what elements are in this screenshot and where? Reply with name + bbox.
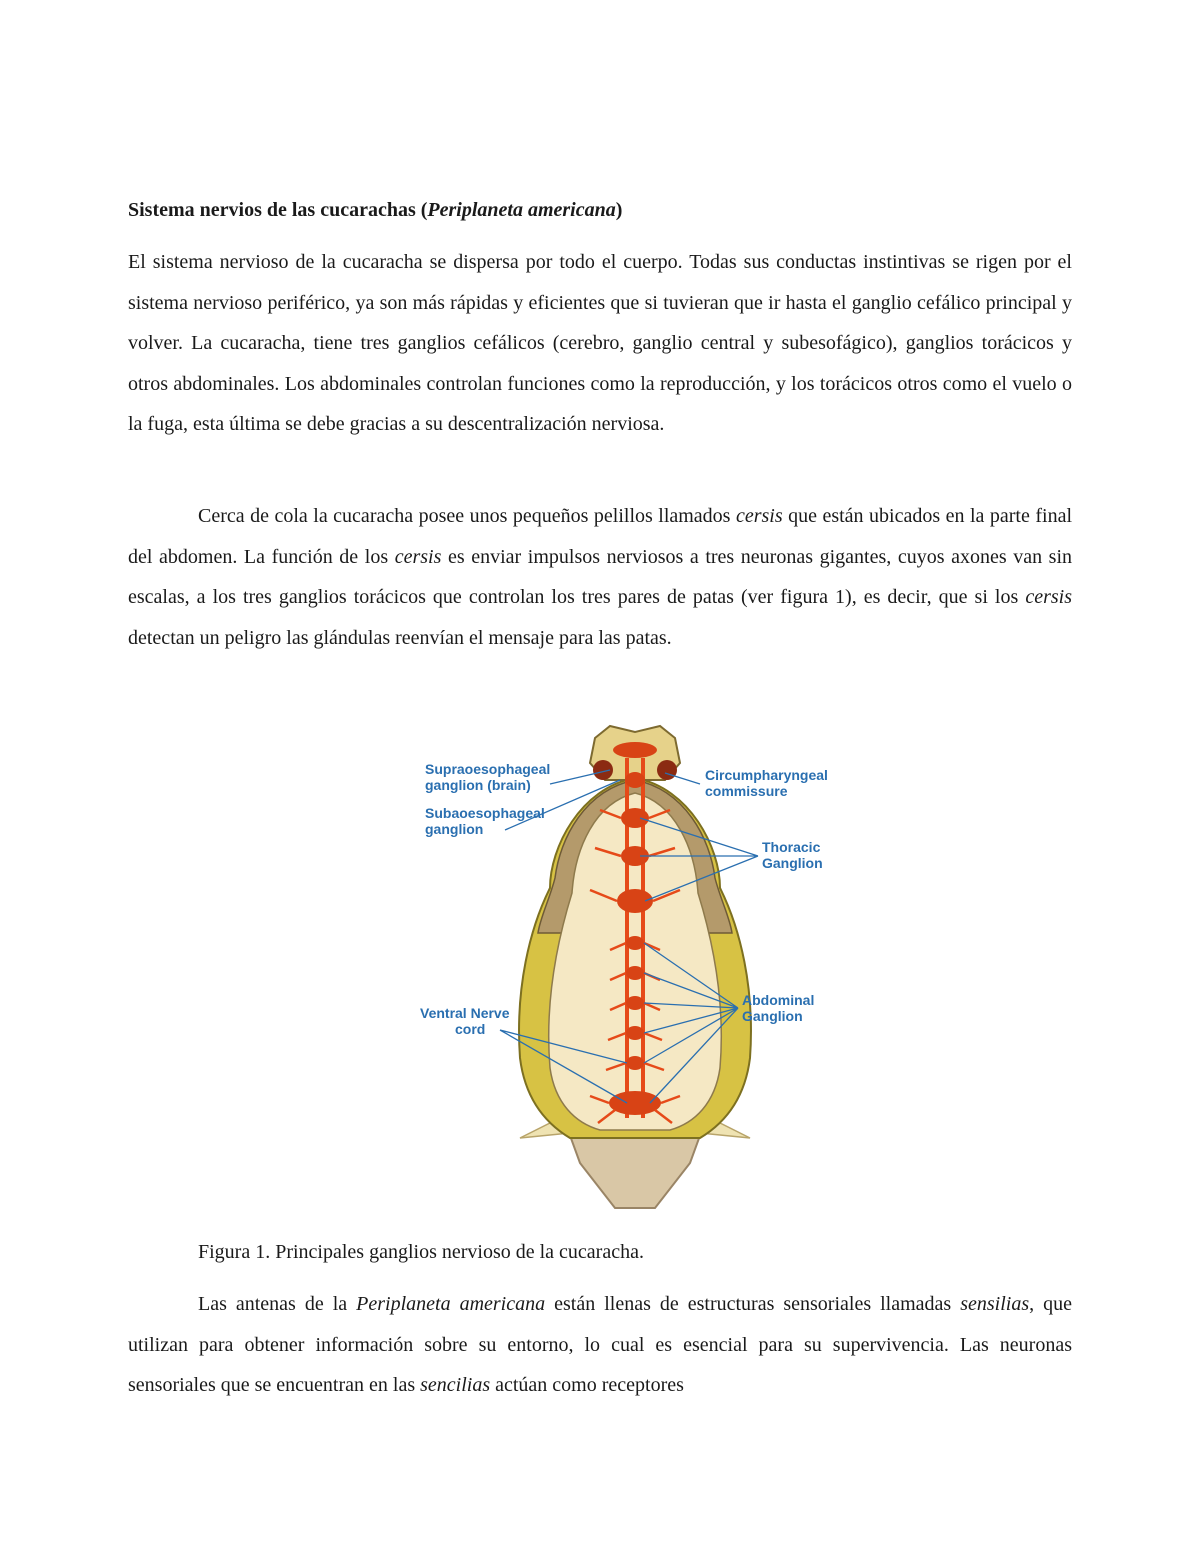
brain-ganglion	[613, 742, 657, 758]
label-supraesophageal: Supraoesophageal ganglion (brain)	[425, 761, 551, 793]
title-text: Sistema nervios de las cucarachas (	[128, 199, 428, 221]
label-ventral-nerve-cord: Ventral Nerve cord	[420, 1005, 510, 1037]
term-sensilias: sensilias	[960, 1293, 1030, 1315]
paragraph-1: El sistema nervioso de la cucaracha se dispersa por todo el cuerpo. Todas sus conductas instintivas se rigen por el sistema nervioso periférico, ya son más rápidas y eficientes que si tuvieran que ir hasta el ganglio cefálico principal y volver. La cucaracha, tiene tres ganglios cefálicos (cerebro, ganglio central y subesofágico), ganglios torácicos y otros abdominales. Los abdominales controlan funciones como la reproducción, y los torácicos otros como el vuelo o la fuga, esta última se debe gracias a su descentralización nerviosa.	[128, 251, 1072, 436]
label-circumpharyngeal: Circumpharyngeal commissure	[705, 767, 828, 799]
label-thoracic: Thoracic Ganglion	[762, 839, 823, 871]
term-sencilias: sencilias	[420, 1374, 491, 1397]
term-cersis: cersis	[394, 545, 442, 568]
abdominal-ganglion-4	[626, 1026, 644, 1040]
term-cersis: cersis	[735, 505, 783, 527]
term-species: Periplaneta americana	[356, 1293, 546, 1315]
figure-caption: Figura 1. Principales ganglios nervioso de la cucaracha.	[198, 1241, 644, 1263]
cockroach-nervous-system-figure	[410, 718, 860, 1210]
section-title	[128, 196, 622, 224]
thoracic-ganglion-3	[617, 889, 653, 913]
abdominal-ganglion-3	[626, 996, 644, 1010]
paragraph-3: Las antenas de la Periplaneta americana están llenas de estructuras sensoriales llamadas sensilias, que utilizan para obtener información sobre su entorno, lo cual es esencial para su supervivencia. Las neuronas sensoriales que se encuentran en las sencilias actúan como receptores	[128, 1293, 1072, 1397]
abdominal-ganglion-1	[626, 936, 644, 950]
term-cersis: cersis	[1025, 586, 1072, 609]
abdominal-ganglion-5	[626, 1056, 644, 1070]
paragraph-2: Cerca de cola la cucaracha posee unos pequeños pelillos llamados cersis que están ubicados en la parte final del abdomen. La función de los cersis es enviar impulsos nerviosos a tres neuronas gigantes, cuyos axones van sin escalas, a los tres ganglios torácicos que controlan los tres pares de patas (ver figura 1), es decir, que si los cersis detectan un peligro las glándulas reenvían el mensaje para las patas.	[128, 505, 1073, 649]
title-close: )	[615, 199, 623, 221]
label-subesophageal: Subaoesophageal ganglion	[425, 805, 545, 837]
label-abdominal: Abdominal Ganglion	[742, 992, 815, 1024]
abdominal-ganglion-2	[626, 966, 644, 980]
subesophageal-ganglion	[625, 772, 645, 788]
terminal-ganglion	[609, 1091, 661, 1115]
eye-right	[657, 760, 677, 780]
title-species: Periplaneta americana	[427, 199, 616, 221]
thoracic-ganglion-1	[621, 808, 649, 828]
